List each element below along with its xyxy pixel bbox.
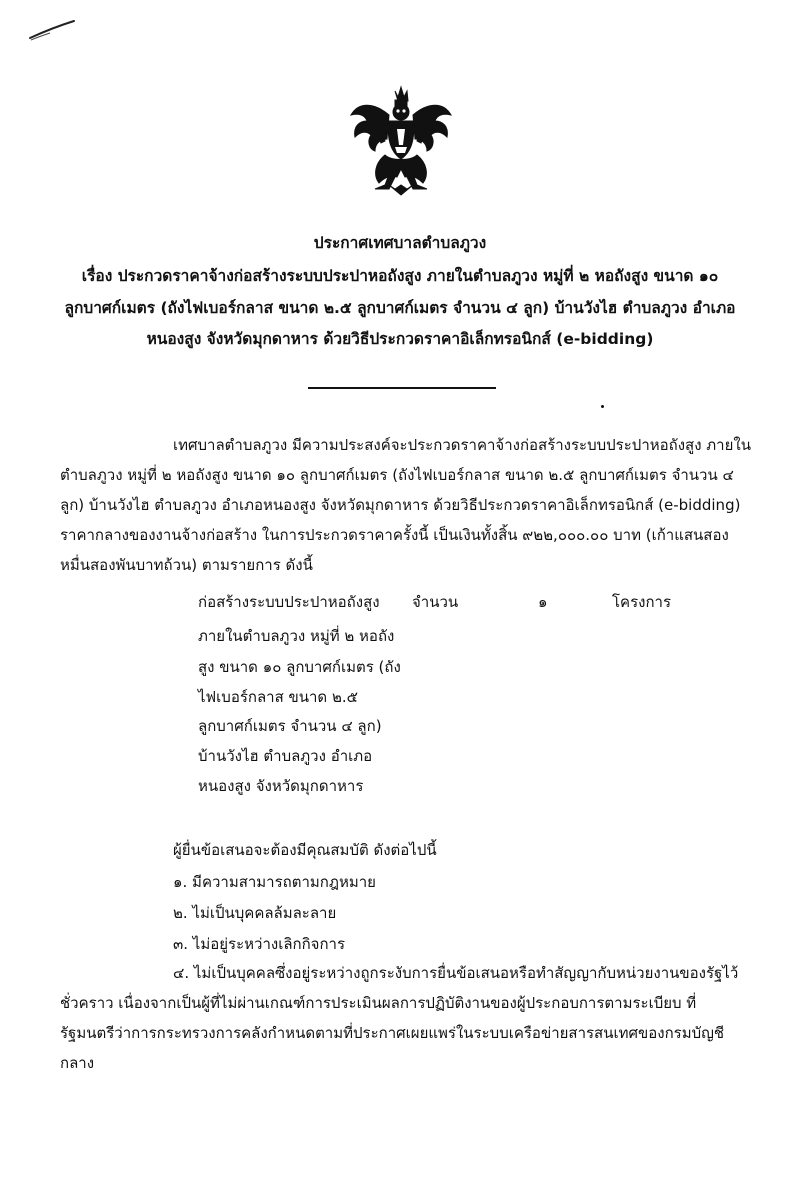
item-description-line: สูง ขนาด ๑๐ ลูกบาศก์เมตร (ถัง	[198, 658, 401, 676]
item-description-line: ลูกบาศก์เมตร จำนวน ๔ ลูก)	[198, 717, 382, 735]
intro-paragraph	[60, 430, 760, 580]
item-description-line: ก่อสร้างระบบประปาหอถังสูง	[198, 593, 380, 611]
intro-line-5: หมื่นสองพันบาทถ้วน) ตามรายการ ดังนี้	[60, 556, 313, 574]
intro-line-4: ราคากลางของงานจ้างก่อสร้าง ในการประกวดราคาครั้งนี้ เป็นเงินทั้งสิ้น ๙๒๒,๐๐๐.๐๐ บาท (เก้าแสนสอง	[60, 526, 729, 544]
intro-line-1: เทศบาลตำบลภูวง มีความประสงค์จะประกวดราคาจ้างก่อสร้างระบบประปาหอถังสูง ภายใน	[173, 436, 751, 454]
item-unit: โครงการ	[612, 593, 672, 611]
subject-line-3: หนองสูง จังหวัดมุกดาหาร ด้วยวิธีประกวดราคาอิเล็กทรอนิกส์ (e-bidding)	[146, 330, 654, 348]
title-divider	[308, 387, 496, 389]
item-qty-label: จำนวน	[412, 593, 459, 611]
garuda-emblem-icon	[345, 85, 457, 197]
pen-stroke-mark	[28, 18, 78, 42]
qualification-4-line: ๔. ไม่เป็นบุคคลซึ่งอยู่ระหว่างถูกระงับการยื่นข้อเสนอหรือทำสัญญากับหน่วยงานของรัฐไว้	[173, 964, 739, 982]
qualification-4-paragraph	[60, 958, 760, 1078]
intro-line-2: ตำบลภูวง หมู่ที่ ๒ หอถังสูง ขนาด ๑๐ ลูกบาศก์เมตร (ถังไฟเบอร์กลาส ขนาด ๒.๕ ลูกบาศก์เมตร จำนวน ๔	[60, 466, 734, 484]
qualification-4-line: ชั่วคราว เนื่องจากเป็นผู้ที่ไม่ผ่านเกณฑ์การประเมินผลการปฏิบัติงานของผู้ประกอบการตามระเบียบ ที่	[60, 994, 697, 1012]
subject-line-2: ลูกบาศก์เมตร (ถังไฟเบอร์กลาส ขนาด ๒.๕ ลูกบาศก์เมตร จำนวน ๔ ลูก) บ้านวังไฮ ตำบลภูวง อำเภอ	[64, 299, 736, 317]
ink-dot	[601, 405, 604, 408]
qualifications-heading: ผู้ยื่นข้อเสนอจะต้องมีคุณสมบัติ ดังต่อไปนี้	[173, 841, 437, 859]
item-description-line: บ้านวังไฮ ตำบลภูวง อำเภอ	[198, 747, 373, 765]
item-description-line: ไฟเบอร์กลาส ขนาด ๒.๕	[198, 688, 358, 706]
qualification-4-line: กลาง	[60, 1054, 95, 1072]
qualification-item: ๓. ไม่อยู่ระหว่างเลิกกิจการ	[173, 935, 346, 953]
qualification-item: ๑. มีความสามารถตามกฎหมาย	[173, 873, 376, 891]
item-qty: ๑	[538, 593, 548, 611]
qualification-4-line: รัฐมนตรีว่าการกระทรวงการคลังกำหนดตามที่ประกาศเผยแพร่ในระบบเครือข่ายสารสนเทศของกรมบัญชี	[60, 1024, 725, 1042]
item-description-line: หนองสูง จังหวัดมุกดาหาร	[198, 777, 364, 795]
intro-line-3: ลูก) บ้านวังไฮ ตำบลภูวง อำเภอหนองสูง จังหวัดมุกดาหาร ด้วยวิธีประกวดราคาอิเล็กทรอนิกส์ (e-bidding)	[60, 496, 741, 514]
item-description-line: ภายในตำบลภูวง หมู่ที่ ๒ หอถัง	[198, 627, 395, 645]
announcement-title: ประกาศเทศบาลตำบลภูวง	[313, 234, 487, 252]
subject-line-1: เรื่อง ประกวดราคาจ้างก่อสร้างระบบประปาหอถังสูง ภายในตำบลภูวง หมู่ที่ ๒ หอถังสูง ขนาด ๑๐	[81, 267, 719, 285]
qualification-item: ๒. ไม่เป็นบุคคลล้มละลาย	[173, 904, 337, 922]
